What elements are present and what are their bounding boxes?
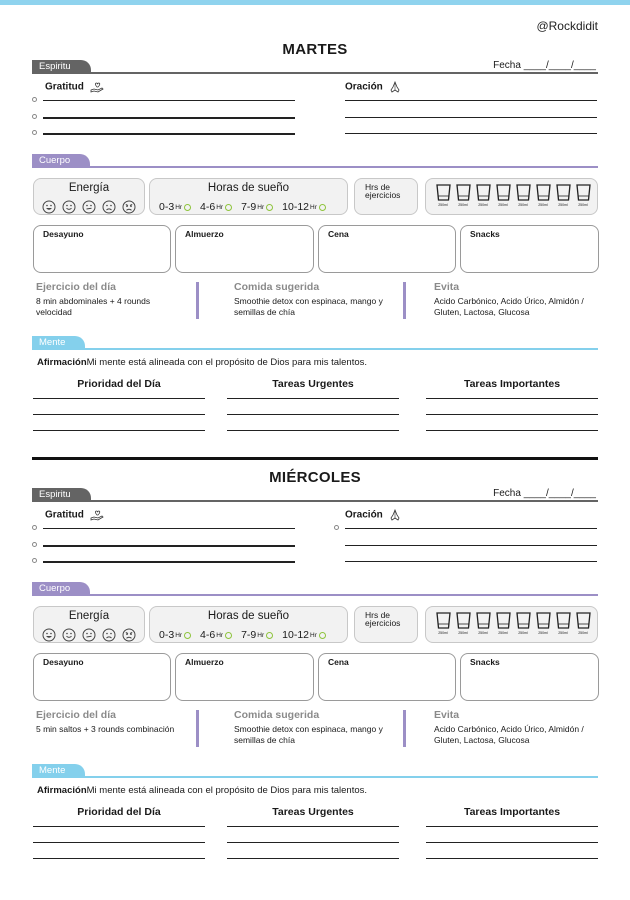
priority-line[interactable] [33, 398, 205, 399]
urgent-tasks-heading: Tareas Urgentes [272, 806, 354, 818]
important-line[interactable] [426, 842, 598, 843]
snacks-box[interactable] [460, 225, 599, 273]
glass-capacity: 250ml [518, 631, 528, 635]
gratitude-line[interactable] [43, 528, 295, 529]
exercise-text: 8 min abdominales + 4 rounds velocidad [36, 296, 151, 317]
priority-line[interactable] [33, 826, 205, 827]
bullet [32, 525, 37, 530]
neutral-face-icon[interactable] [82, 200, 96, 214]
snacks-box[interactable] [460, 653, 599, 701]
day-section-miercoles [0, 469, 630, 889]
water-glass-icon[interactable] [515, 184, 531, 207]
very-happy-face-icon[interactable] [42, 200, 56, 214]
urgent-tasks-heading: Tareas Urgentes [272, 378, 354, 390]
priority-line[interactable] [33, 430, 205, 431]
prayer-line[interactable] [345, 100, 597, 101]
section-label: Cuerpo [39, 155, 71, 166]
dinner-box[interactable] [318, 225, 456, 273]
glass-icon [496, 184, 511, 201]
section-divider [32, 594, 598, 596]
author-handle: @Rockdidit [536, 19, 598, 33]
sleep-option-0[interactable] [159, 201, 191, 213]
gratitud-text: Gratitud [45, 509, 84, 521]
section-label: Espiritu [39, 489, 71, 500]
glass-capacity: 250ml [478, 203, 488, 207]
glass-capacity: 250ml [538, 203, 548, 207]
important-line[interactable] [426, 398, 598, 399]
gratitude-line[interactable] [43, 117, 295, 119]
sad-face-icon[interactable] [102, 628, 116, 642]
radio-circle[interactable] [266, 632, 273, 639]
water-glass-icon[interactable] [435, 612, 451, 635]
water-glass-icon[interactable] [535, 184, 551, 207]
urgent-line[interactable] [227, 858, 399, 859]
exercise-hours-box[interactable] [354, 178, 418, 215]
sleep-value: 0-3 [159, 201, 175, 213]
gratitude-line[interactable] [43, 561, 295, 563]
suggested-food-heading: Comida sugerida [234, 281, 320, 293]
glass-capacity: 250ml [578, 203, 588, 207]
day-title: MARTES [282, 41, 348, 58]
sleep-value: 0-3 [159, 629, 175, 641]
glass-icon [456, 184, 471, 201]
sad-face-icon[interactable] [102, 200, 116, 214]
urgent-line[interactable] [227, 826, 399, 827]
snacks-label: Snacks [470, 229, 500, 239]
glass-icon [516, 612, 531, 629]
prayer-line[interactable] [345, 545, 597, 546]
sleep-value: 10-12 [282, 629, 309, 641]
glass-capacity: 250ml [438, 203, 448, 207]
sleep-hours-box [149, 178, 348, 215]
gratitud-label [45, 81, 104, 93]
sleep-unit: Hr [310, 203, 317, 211]
affirmation-label: Afirmación [37, 357, 87, 368]
water-intake-box [425, 178, 598, 215]
breakfast-box[interactable] [33, 225, 171, 273]
sleep-value: 10-12 [282, 201, 309, 213]
glass-icon [536, 612, 551, 629]
sleep-option-2[interactable] [241, 201, 273, 213]
date-field[interactable]: Fecha ____/____/____ [493, 60, 596, 71]
sleep-option-3[interactable] [282, 201, 326, 213]
suggested-food-text: Smoothie detox con espinaca, mango y semillas de chía [234, 724, 383, 745]
important-line[interactable] [426, 826, 598, 827]
sleep-unit: Hr [310, 631, 317, 639]
breakfast-box[interactable] [33, 653, 171, 701]
happy-face-icon[interactable] [62, 200, 76, 214]
column-divider [196, 710, 199, 747]
section-label: Espiritu [39, 61, 71, 72]
gratitude-line[interactable] [43, 100, 295, 101]
day-section-martes [0, 41, 630, 461]
sleep-value: 4-6 [200, 201, 216, 213]
sleep-hours-label: Horas de sueño [207, 182, 290, 194]
radio-circle[interactable] [225, 204, 232, 211]
important-line[interactable] [426, 430, 598, 431]
lunch-label: Almuerzo [185, 229, 224, 239]
glass-capacity: 250ml [558, 631, 568, 635]
breakfast-label: Desayuno [43, 229, 84, 239]
energy-label: Energía [68, 610, 110, 622]
gratitude-hand-heart-icon [90, 509, 104, 521]
sleep-option-1[interactable] [200, 629, 232, 641]
priority-line[interactable] [33, 842, 205, 843]
affirmation-text: Mi mente está alineada con el propósito de Dios para mis talentos. [86, 785, 368, 796]
radio-circle[interactable] [319, 632, 326, 639]
bullet [32, 542, 37, 547]
glass-icon [536, 184, 551, 201]
gratitud-label [45, 509, 104, 521]
priority-heading: Prioridad del Día [77, 806, 161, 818]
glass-capacity: 250ml [478, 631, 488, 635]
radio-circle[interactable] [319, 204, 326, 211]
very-happy-face-icon[interactable] [42, 628, 56, 642]
happy-face-icon[interactable] [62, 628, 76, 642]
water-glass-icon[interactable] [515, 612, 531, 635]
section-divider [32, 72, 598, 74]
water-glass-icon[interactable] [495, 184, 511, 207]
section-divider [32, 348, 598, 350]
exercise-text: 5 min saltos + 3 rounds combinación [36, 724, 175, 734]
glass-capacity: 250ml [498, 631, 508, 635]
priority-heading: Prioridad del Día [77, 378, 161, 390]
radio-circle[interactable] [266, 204, 273, 211]
exercise-heading: Ejercicio del día [36, 709, 116, 721]
priority-line[interactable] [33, 414, 205, 415]
suggested-food-heading: Comida sugerida [234, 709, 320, 721]
urgent-line[interactable] [227, 414, 399, 415]
affirmation [37, 785, 367, 796]
prayer-line[interactable] [345, 133, 597, 134]
avoid-text: Acido Carbónico, Acido Úrico, Almidón / Gluten, Lactosa, Glucosa [434, 724, 584, 745]
bullet [32, 130, 37, 135]
angry-face-icon[interactable] [122, 200, 136, 214]
urgent-line[interactable] [227, 398, 399, 399]
bullet [32, 558, 37, 563]
sleep-option-3[interactable] [282, 629, 326, 641]
water-glass-icon[interactable] [475, 612, 491, 635]
lunch-box[interactable] [175, 653, 314, 701]
important-tasks-heading: Tareas Importantes [463, 378, 561, 390]
important-line[interactable] [426, 414, 598, 415]
section-label: Cuerpo [39, 583, 71, 594]
energy-box [33, 606, 145, 643]
glass-icon [556, 184, 571, 201]
glass-icon [576, 184, 591, 201]
glass-capacity: 250ml [458, 203, 468, 207]
important-line[interactable] [426, 858, 598, 859]
glass-icon [456, 612, 471, 629]
oracion-label [345, 81, 401, 93]
water-glass-icon[interactable] [435, 184, 451, 207]
water-glass-icon[interactable] [555, 612, 571, 635]
gratitude-line[interactable] [43, 133, 295, 135]
water-glass-icon[interactable] [475, 184, 491, 207]
glass-capacity: 250ml [498, 203, 508, 207]
avoid-heading: Evita [434, 281, 460, 293]
energy-faces [42, 628, 136, 642]
water-glasses [435, 612, 591, 635]
glass-capacity: 250ml [438, 631, 448, 635]
glass-capacity: 250ml [538, 631, 548, 635]
sleep-value: 7-9 [241, 629, 257, 641]
oracion-label [345, 509, 401, 521]
avoid-text: Acido Carbónico, Acido Úrico, Almidón / Gluten, Lactosa, Glucosa [434, 296, 584, 317]
exercise-heading: Ejercicio del día [36, 281, 116, 293]
sleep-unit: Hr [175, 203, 183, 211]
prayer-line[interactable] [345, 561, 597, 562]
sleep-hours-label: Horas de sueño [207, 610, 290, 622]
avoid-heading: Evita [434, 709, 460, 721]
column-divider [403, 710, 406, 747]
water-glass-icon[interactable] [455, 612, 471, 635]
urgent-line[interactable] [227, 842, 399, 843]
date-field[interactable]: Fecha ____/____/____ [493, 488, 596, 499]
important-tasks-heading: Tareas Importantes [463, 806, 561, 818]
prayer-line[interactable] [345, 528, 597, 529]
energy-box [33, 178, 145, 215]
sleep-unit: Hr [216, 203, 224, 211]
day-title: MIÉRCOLES [269, 469, 361, 486]
water-glass-icon[interactable] [455, 184, 471, 207]
dinner-label: Cena [328, 657, 349, 667]
radio-circle[interactable] [184, 204, 191, 211]
column-divider [196, 282, 199, 319]
water-intake-box [425, 606, 598, 643]
breakfast-label: Desayuno [43, 657, 84, 667]
sleep-unit: Hr [216, 631, 224, 639]
water-glass-icon[interactable] [575, 184, 591, 207]
radio-circle[interactable] [184, 632, 191, 639]
priority-line[interactable] [33, 858, 205, 859]
glass-capacity: 250ml [518, 203, 528, 207]
affirmation-label: Afirmación [37, 785, 87, 796]
glass-icon [436, 612, 451, 629]
glass-capacity: 250ml [558, 203, 568, 207]
sleep-unit: Hr [257, 631, 265, 639]
day-divider [32, 457, 598, 460]
affirmation-text: Mi mente está alineada con el propósito de Dios para mis talentos. [86, 357, 368, 368]
column-divider [403, 282, 406, 319]
section-label: Mente [39, 337, 66, 348]
energy-faces [42, 200, 136, 214]
gratitude-hand-heart-icon [90, 81, 104, 93]
bullet [32, 97, 37, 102]
gratitud-text: Gratitud [45, 81, 84, 93]
sleep-value: 7-9 [241, 201, 257, 213]
glass-icon [496, 612, 511, 629]
dinner-box[interactable] [318, 653, 456, 701]
sleep-unit: Hr [257, 203, 265, 211]
exercise-hours-label: Hrs de ejercicios [365, 182, 401, 200]
glass-icon [436, 184, 451, 201]
oracion-text: Oración [345, 81, 383, 93]
exercise-hours-label: Hrs de ejercicios [365, 610, 401, 628]
oracion-text: Oración [345, 509, 383, 521]
lunch-box[interactable] [175, 225, 314, 273]
glass-icon [576, 612, 591, 629]
bullet [334, 525, 339, 530]
angry-face-icon[interactable] [122, 628, 136, 642]
urgent-line[interactable] [227, 430, 399, 431]
dinner-label: Cena [328, 229, 349, 239]
lunch-label: Almuerzo [185, 657, 224, 667]
snacks-label: Snacks [470, 657, 500, 667]
bullet [32, 114, 37, 119]
gratitude-line[interactable] [43, 545, 295, 547]
section-divider [32, 500, 598, 502]
sleep-option-0[interactable] [159, 629, 191, 641]
glass-icon [476, 612, 491, 629]
sleep-options [159, 201, 326, 213]
section-divider [32, 166, 598, 168]
section-divider [32, 776, 598, 778]
suggested-food-text: Smoothie detox con espinaca, mango y semillas de chía [234, 296, 383, 317]
praying-hands-icon [389, 81, 401, 93]
radio-circle[interactable] [225, 632, 232, 639]
sleep-option-2[interactable] [241, 629, 273, 641]
energy-label: Energía [68, 182, 110, 194]
water-glass-icon[interactable] [495, 612, 511, 635]
sleep-options [159, 629, 326, 641]
glass-capacity: 250ml [578, 631, 588, 635]
water-glasses [435, 184, 591, 207]
sleep-value: 4-6 [200, 629, 216, 641]
sleep-unit: Hr [175, 631, 183, 639]
glass-capacity: 250ml [458, 631, 468, 635]
water-glass-icon[interactable] [555, 184, 571, 207]
sleep-option-1[interactable] [200, 201, 232, 213]
sleep-hours-box [149, 606, 348, 643]
water-glass-icon[interactable] [535, 612, 551, 635]
prayer-line[interactable] [345, 117, 597, 118]
glass-icon [556, 612, 571, 629]
exercise-hours-box[interactable] [354, 606, 418, 643]
glass-icon [476, 184, 491, 201]
top-accent-bar [0, 0, 630, 5]
section-label: Mente [39, 765, 66, 776]
glass-icon [516, 184, 531, 201]
praying-hands-icon [389, 509, 401, 521]
water-glass-icon[interactable] [575, 612, 591, 635]
neutral-face-icon[interactable] [82, 628, 96, 642]
affirmation [37, 357, 367, 368]
